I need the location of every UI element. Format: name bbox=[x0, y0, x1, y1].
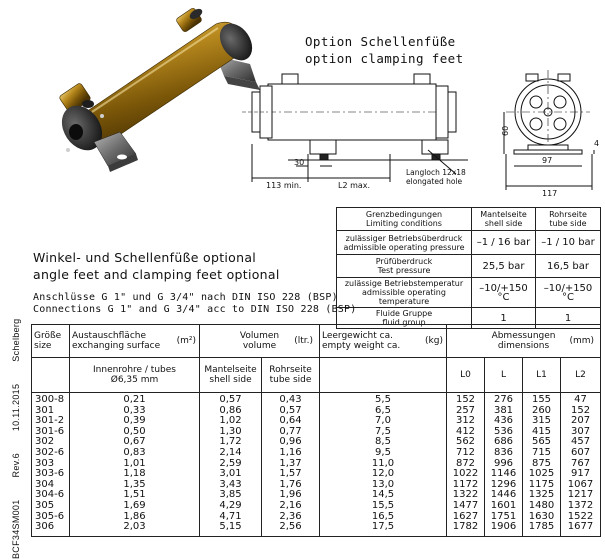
table-cell-size: 306 bbox=[35, 521, 55, 533]
table-cell-surface: 1,35 bbox=[123, 478, 146, 490]
condition-label-de: Fluide Gruppe bbox=[375, 309, 433, 318]
volume-header-en: volume bbox=[242, 341, 277, 351]
col-l2-header: L2 bbox=[561, 358, 601, 393]
table-cell-l: 686 bbox=[493, 436, 514, 448]
surface-header-de: Austauschfläche bbox=[72, 331, 147, 341]
condition-row bbox=[337, 255, 601, 278]
table-cell-shell: 2,59 bbox=[219, 457, 242, 469]
table-cell-shell: 3,43 bbox=[219, 478, 242, 490]
author-name: Schelberg bbox=[11, 318, 21, 362]
condition-tube-value: –1 / 10 bar bbox=[536, 231, 601, 255]
feet-caption-de: Winkel- und Schellenfüße optional bbox=[33, 250, 257, 265]
table-cell-tube: 1,57 bbox=[279, 468, 302, 480]
table-cell-l: 836 bbox=[493, 446, 514, 458]
weight-column bbox=[320, 393, 447, 537]
table-cell-l: 1146 bbox=[490, 468, 517, 480]
table-cell-l0: 1782 bbox=[452, 521, 479, 533]
table-cell-l1: 315 bbox=[531, 415, 552, 427]
table-cell-weight: 17,5 bbox=[371, 521, 395, 533]
table-cell-shell: 3,85 bbox=[219, 489, 242, 501]
dims-header-de: Abmessungen bbox=[491, 331, 556, 341]
surface-unit: (m²) bbox=[176, 336, 196, 346]
table-cell-tube: 2,36 bbox=[279, 510, 302, 522]
dim-117: 117 bbox=[542, 189, 558, 198]
table-cell-l: 1446 bbox=[490, 489, 517, 501]
table-cell-shell: 1,02 bbox=[219, 415, 242, 427]
table-cell-l2: 457 bbox=[570, 436, 591, 448]
connections-en: Connections G 1" and G 3/4" acc to DIN ISO 228 (BSP) bbox=[33, 304, 357, 315]
technical-drawing bbox=[238, 62, 603, 206]
table-cell-size: 304-6 bbox=[35, 489, 65, 501]
tube-header-en: tube side bbox=[269, 375, 312, 385]
dim-4: 4 bbox=[594, 139, 600, 148]
table-cell-weight: 15,5 bbox=[371, 499, 395, 511]
table-cell-l2: 1217 bbox=[567, 489, 594, 501]
table-cell-l0: 1477 bbox=[452, 499, 479, 511]
table-cell-l2: 917 bbox=[570, 468, 591, 480]
table-cell-l1: 1630 bbox=[528, 510, 555, 522]
option-caption-en: option clamping feet bbox=[305, 51, 464, 66]
table-cell-l2: 1677 bbox=[567, 521, 594, 533]
feet-caption bbox=[33, 249, 280, 283]
table-cell-weight: 6,5 bbox=[375, 404, 391, 416]
table-cell-l: 276 bbox=[493, 394, 514, 405]
table-cell-shell: 2,14 bbox=[219, 446, 242, 458]
hole-label-de: Langloch 12x18 bbox=[406, 168, 466, 177]
table-cell-l2: 152 bbox=[570, 404, 591, 416]
revision-strip bbox=[0, 290, 22, 560]
table-cell-l2: 767 bbox=[570, 457, 591, 469]
table-cell-weight: 5,5 bbox=[375, 394, 391, 405]
table-cell-shell: 0,86 bbox=[219, 404, 242, 416]
dim-60: 60 bbox=[501, 125, 510, 136]
table-cell-l1: 1785 bbox=[528, 521, 555, 533]
table-cell-l0: 257 bbox=[455, 404, 476, 416]
condition-tube-value: 16,5 bar bbox=[536, 255, 601, 278]
table-cell-size: 300-8 bbox=[35, 394, 65, 405]
col-tube-de: Rohrseite bbox=[549, 210, 587, 219]
table-cell-l0: 1172 bbox=[452, 478, 479, 490]
drawing-code: BCF34SM001 bbox=[11, 499, 21, 559]
table-cell-l: 1751 bbox=[490, 510, 517, 522]
table-cell-l0: 872 bbox=[455, 457, 476, 469]
table-cell-l1: 1480 bbox=[528, 499, 555, 511]
hole-label-en: elongated hole bbox=[406, 177, 463, 186]
size-header-en: size bbox=[34, 341, 52, 351]
table-cell-l: 1906 bbox=[490, 521, 517, 533]
l0-column bbox=[447, 393, 485, 537]
shell-volume-column bbox=[200, 393, 262, 537]
table-cell-size: 301-6 bbox=[35, 425, 65, 437]
table-cell-shell: 3,01 bbox=[219, 468, 242, 480]
shell-header-de: Mantelseite bbox=[204, 365, 257, 375]
surface-header-en: exchanging surface bbox=[72, 341, 161, 351]
table-cell-tube: 0,64 bbox=[279, 415, 302, 427]
table-cell-l: 996 bbox=[493, 457, 514, 469]
table-cell-l0: 1022 bbox=[452, 468, 479, 480]
weight-header-en: empty weight ca. bbox=[322, 341, 401, 351]
dimensions-table bbox=[31, 324, 601, 537]
dim-113: 113 min. bbox=[266, 181, 302, 190]
table-cell-l: 1296 bbox=[490, 478, 517, 490]
condition-tube-value: 1 bbox=[536, 308, 601, 329]
condition-shell-value: 25,5 bar bbox=[472, 255, 536, 278]
table-cell-l2: 1067 bbox=[567, 478, 594, 490]
table-cell-weight: 8,5 bbox=[375, 436, 391, 448]
condition-label-en: admissible operating temperature bbox=[362, 288, 446, 306]
table-cell-l0: 712 bbox=[455, 446, 476, 458]
table-cell-l0: 312 bbox=[455, 415, 476, 427]
table-cell-size: 305 bbox=[35, 499, 55, 511]
table-cell-l1: 260 bbox=[531, 404, 552, 416]
condition-label-en: admissible operating pressure bbox=[343, 242, 465, 252]
table-cell-weight: 14,5 bbox=[371, 489, 395, 501]
conditions-label-de: Grenzbedingungen bbox=[365, 210, 443, 219]
size-header-de: Größe bbox=[34, 331, 62, 341]
table-cell-l1: 1025 bbox=[528, 468, 555, 480]
table-cell-size: 301 bbox=[35, 404, 55, 416]
table-cell-l0: 562 bbox=[455, 436, 476, 448]
table-cell-weight: 9,5 bbox=[375, 446, 391, 458]
revision-label: Rev.6 bbox=[11, 453, 21, 478]
l1-column bbox=[523, 393, 561, 537]
table-cell-size: 303 bbox=[35, 457, 55, 469]
l2-column bbox=[561, 393, 601, 537]
table-cell-l1: 715 bbox=[531, 446, 552, 458]
table-cell-l2: 207 bbox=[570, 415, 591, 427]
conditions-label-en: Limiting conditions bbox=[366, 219, 442, 228]
l-column bbox=[485, 393, 523, 537]
table-cell-shell: 4,71 bbox=[219, 510, 242, 522]
table-cell-l1: 415 bbox=[531, 425, 552, 437]
revision-date: 10.11.2015 bbox=[11, 383, 21, 432]
col-shell-en: shell side bbox=[484, 219, 523, 228]
condition-label-de: zulässige Betriebstemperatur bbox=[344, 279, 464, 288]
table-cell-weight: 13,0 bbox=[371, 478, 395, 490]
table-cell-l: 1601 bbox=[490, 499, 517, 511]
table-cell-size: 305-6 bbox=[35, 510, 65, 522]
table-cell-surface: 1,51 bbox=[123, 489, 146, 501]
tube-volume-column bbox=[262, 393, 320, 537]
table-header-row bbox=[32, 325, 601, 358]
table-cell-size: 304 bbox=[35, 478, 55, 490]
table-cell-size: 301-2 bbox=[35, 415, 65, 427]
table-cell-surface: 1,18 bbox=[123, 468, 146, 480]
shell-header-en: shell side bbox=[209, 375, 252, 385]
connections-de: Anschlüsse G 1" und G 3/4" nach DIN ISO 228 (BSP) bbox=[33, 292, 338, 303]
table-cell-weight: 16,5 bbox=[371, 510, 395, 522]
table-cell-size: 303-6 bbox=[35, 468, 65, 480]
dim-30: 30 bbox=[294, 158, 305, 167]
conditions-header-row bbox=[337, 208, 601, 231]
dim-l2: L2 max. bbox=[338, 181, 371, 190]
table-cell-l0: 412 bbox=[455, 425, 476, 437]
condition-row bbox=[337, 278, 601, 308]
condition-label-en: fluid group bbox=[382, 318, 426, 327]
dim-97: 97 bbox=[542, 156, 553, 165]
surface-column bbox=[70, 393, 200, 537]
tube-header-de: Rohrseite bbox=[269, 365, 312, 375]
col-shell-de: Mantelseite bbox=[480, 210, 527, 219]
weight-unit: (kg) bbox=[425, 336, 443, 346]
table-cell-tube: 0,96 bbox=[279, 436, 302, 448]
table-cell-l0: 1627 bbox=[452, 510, 479, 522]
table-cell-l: 536 bbox=[493, 425, 514, 437]
col-l-header: L bbox=[485, 358, 523, 393]
table-cell-surface: 0,83 bbox=[123, 446, 146, 458]
dims-unit: (mm) bbox=[569, 336, 595, 346]
table-cell-l: 381 bbox=[493, 404, 514, 416]
table-cell-size: 302-6 bbox=[35, 446, 65, 458]
table-cell-shell: 5,15 bbox=[219, 521, 242, 533]
weight-header-de: Leergewicht ca. bbox=[322, 331, 393, 341]
table-cell-l2: 607 bbox=[570, 446, 591, 458]
condition-shell-value: 1 bbox=[472, 308, 536, 329]
limiting-conditions-table bbox=[336, 207, 601, 329]
condition-label-de: Prüfüberdruck bbox=[375, 257, 433, 266]
table-cell-weight: 7,0 bbox=[375, 415, 391, 427]
table-cell-surface: 0,39 bbox=[123, 415, 146, 427]
connections-note bbox=[33, 292, 356, 316]
inner-tubes-en: Ø6,35 mm bbox=[110, 375, 159, 385]
condition-tube-value: –10/+150 °C bbox=[536, 278, 601, 308]
table-cell-l1: 875 bbox=[531, 457, 552, 469]
table-cell-tube: 0,57 bbox=[279, 404, 302, 416]
condition-shell-value: –1 / 16 bar bbox=[472, 231, 536, 255]
table-cell-l0: 152 bbox=[455, 394, 476, 405]
table-cell-tube: 1,16 bbox=[279, 446, 302, 458]
table-cell-surface: 0,33 bbox=[123, 404, 146, 416]
table-cell-tube: 0,77 bbox=[279, 425, 302, 437]
volume-header-de: Volumen bbox=[239, 331, 280, 341]
table-cell-shell: 4,29 bbox=[219, 499, 242, 511]
dims-header-en: dimensions bbox=[497, 341, 550, 351]
condition-label-en: Test pressure bbox=[377, 266, 431, 275]
table-cell-tube: 1,76 bbox=[279, 478, 302, 490]
table-cell-tube: 2,16 bbox=[279, 499, 302, 511]
table-cell-surface: 0,21 bbox=[123, 394, 146, 405]
table-cell-l: 436 bbox=[493, 415, 514, 427]
table-cell-weight: 12,0 bbox=[371, 468, 395, 480]
table-cell-tube: 1,96 bbox=[279, 489, 302, 501]
table-cell-tube: 1,37 bbox=[279, 457, 302, 469]
size-column bbox=[32, 393, 70, 537]
option-caption-de: Option Schellenfüße bbox=[305, 34, 456, 49]
table-cell-shell: 0,57 bbox=[219, 394, 242, 405]
table-cell-l0: 1322 bbox=[452, 489, 479, 501]
data-body-row bbox=[32, 393, 601, 537]
table-cell-l1: 565 bbox=[531, 436, 552, 448]
table-cell-surface: 0,67 bbox=[123, 436, 146, 448]
table-cell-surface: 2,03 bbox=[123, 521, 146, 533]
table-cell-shell: 1,30 bbox=[219, 425, 242, 437]
table-cell-surface: 0,50 bbox=[123, 425, 146, 437]
table-cell-surface: 1,01 bbox=[123, 457, 146, 469]
table-cell-l1: 1175 bbox=[528, 478, 555, 490]
col-tube-en: tube side bbox=[549, 219, 587, 228]
table-cell-l2: 47 bbox=[574, 394, 587, 405]
table-cell-size: 302 bbox=[35, 436, 55, 448]
table-cell-tube: 2,56 bbox=[279, 521, 302, 533]
table-cell-shell: 1,72 bbox=[219, 436, 242, 448]
inner-tubes-de: Innenrohre / tubes bbox=[93, 365, 176, 375]
condition-row bbox=[337, 231, 601, 255]
table-cell-l2: 307 bbox=[570, 425, 591, 437]
table-cell-surface: 1,86 bbox=[123, 510, 146, 522]
table-subheader-row bbox=[32, 358, 601, 393]
condition-shell-value: –10/+150 °C bbox=[472, 278, 536, 308]
table-cell-surface: 1,69 bbox=[123, 499, 146, 511]
table-cell-l2: 1522 bbox=[567, 510, 594, 522]
col-l0-header: L0 bbox=[447, 358, 485, 393]
condition-label-de: zulässiger Betriebsüberdruck bbox=[345, 233, 463, 243]
option-caption bbox=[305, 33, 464, 67]
table-cell-tube: 0,43 bbox=[279, 394, 302, 405]
table-cell-l1: 1325 bbox=[528, 489, 555, 501]
col-l1-header: L1 bbox=[523, 358, 561, 393]
volume-unit: (ltr.) bbox=[294, 336, 313, 346]
feet-caption-en: angle feet and clamping feet optional bbox=[33, 267, 280, 282]
table-cell-weight: 11,0 bbox=[371, 457, 395, 469]
table-cell-weight: 7,5 bbox=[375, 425, 391, 437]
table-cell-l1: 155 bbox=[531, 394, 552, 405]
table-cell-l2: 1372 bbox=[567, 499, 594, 511]
